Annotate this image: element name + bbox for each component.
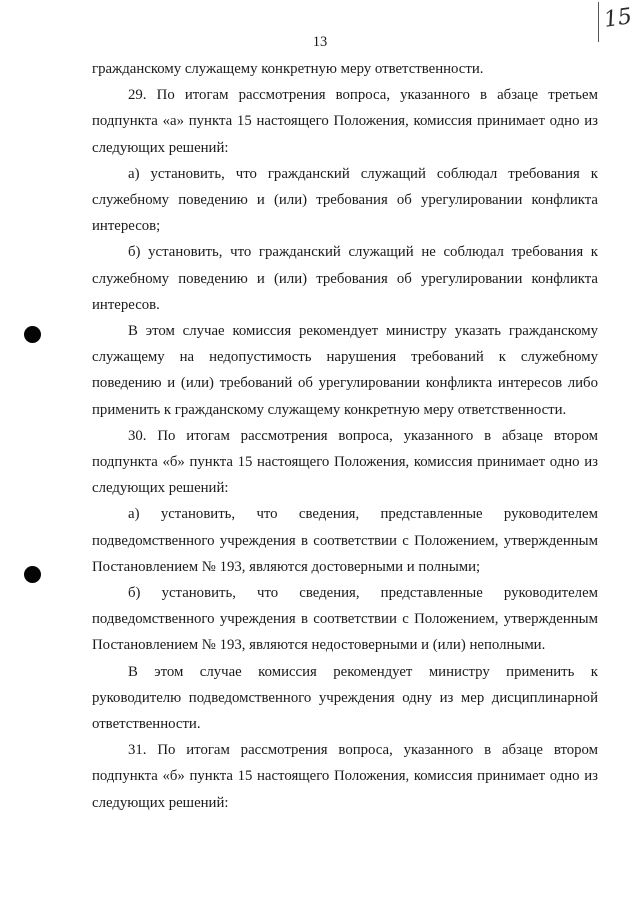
- paragraph: б) установить, что гражданский служащий не соблюдал требования к служебному поведению и (или) требования об урегулировании конфликта интересов.: [92, 244, 598, 313]
- paragraph: В этом случае комиссия рекомендует министру применить к руководителю подведомственного учреждения одну из мер дисциплинарной ответственности.: [92, 663, 598, 733]
- punch-hole: [24, 326, 41, 343]
- document-body: [92, 56, 598, 816]
- handwritten-page-mark: 15: [602, 4, 634, 33]
- punch-hole: [24, 566, 41, 583]
- paragraph: б) установить, что сведения, представленные руководителем подведомственного учреждения в соответствии с Положением, утвержденным Постановлением № 193, являются недостоверными и (или) неполными.: [92, 585, 598, 654]
- paragraph: гражданскому служащему конкретную меру ответственности.: [92, 61, 484, 77]
- paragraph: а) установить, что сведения, представленные руководителем подведомственного учреждения в соответствии с Положением, утвержденным Постановлением № 193, являются достоверными и полными;: [92, 506, 598, 575]
- paragraph: 31. По итогам рассмотрения вопроса, указанного в абзаце втором подпункта «б» пункта 15 настоящего Положения, комиссия принимает одно из следующих решений:: [92, 742, 598, 811]
- paragraph: В этом случае комиссия рекомендует министру указать гражданскому служащему на недопустимость нарушения требований к служебному поведению и (или) требований об урегулировании конфликта интересов либо применить к гражданскому служащему конкретную меру ответственности.: [92, 323, 598, 418]
- paragraph: 30. По итогам рассмотрения вопроса, указанного в абзаце втором подпункта «б» пункта 15 настоящего Положения, комиссия принимает одно из следующих решений:: [92, 427, 598, 497]
- page-number: 13: [312, 34, 328, 50]
- paragraph: а) установить, что гражданский служащий соблюдал требования к служебному поведению и (или) требования об урегулировании конфликта интересов;: [92, 165, 598, 235]
- paragraph: 29. По итогам рассмотрения вопроса, указанного в абзаце третьем подпункта «а» пункта 15 настоящего Положения, комиссия принимает одно из следующих решений:: [92, 87, 598, 156]
